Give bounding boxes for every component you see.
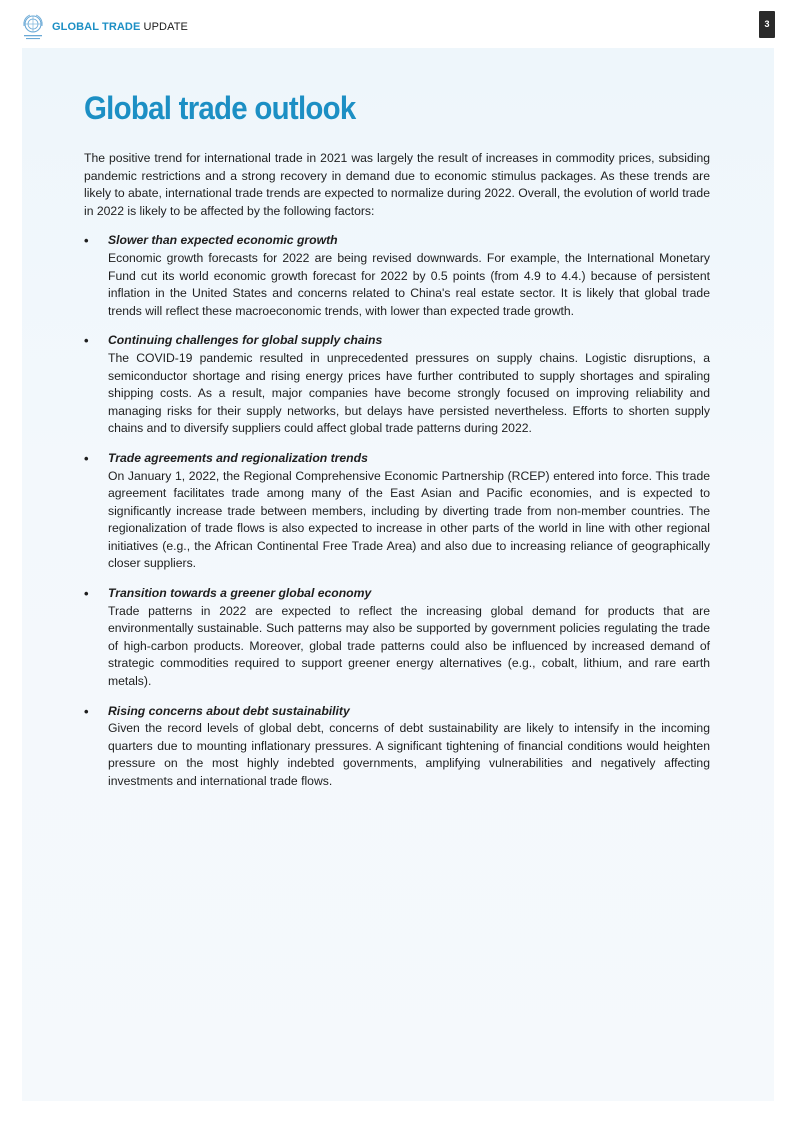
bullet-icon: • [84, 450, 89, 466]
factor-body: Economic growth forecasts for 2022 are being revised downwards. For example, the International Monetary Fund cut its world economic growth forecast for 2022 by 0.5 points (from 4.9 to 4.4.) because of persistent inflation in the United States and concerns related to China's real estate sector. It is likely that global trade trends will reflect these macroeconomic trends, with lower than expected trade growth. [108, 250, 710, 318]
factor-body: On January 1, 2022, the Regional Comprehensive Economic Partnership (RCEP) entered into force. This trade agreement facilitates trade among many of the East Asian and Pacific economies, and is expected to significantly increase trade between members, including by diverting trade from non-member countries. The regionalization of trade flows is also expected to increase in other parts of the world in line with other regional initiatives (e.g., the African Continental Free Trade Area) and also due to increasing reliance of geographically closer suppliers. [108, 468, 710, 571]
factor-heading: Rising concerns about debt sustainability [108, 703, 350, 718]
page-number: 3 [759, 11, 775, 38]
factor-body: Trade patterns in 2022 are expected to reflect the increasing global demand for products that are environmentally sustainable. Such patterns may also be supported by government policies regulating the trade of high-carbon products. Moreover, global trade patterns could also be influenced by increased demand of strategic commodities required to support greener energy alternatives (e.g., cobalt, lithium, and rare earth metals). [108, 603, 710, 689]
bullet-icon: • [84, 233, 89, 249]
bullet-icon: • [84, 703, 89, 719]
factor-heading: Slower than expected economic growth [108, 233, 338, 248]
intro-paragraph: The positive trend for international trade in 2021 was largely the result of increases in commodity prices, subsiding pandemic restrictions and a strong recovery in demand due to economic stimulus packages. As these trends are likely to abate, international trade trends are expected to normalize during 2022. Overall, the evolution of world trade in 2022 is likely to be affected by the following factors: [84, 151, 710, 218]
bullet-icon: • [84, 586, 89, 602]
factor-heading: Transition towards a greener global economy [108, 586, 372, 601]
header-title [52, 21, 188, 33]
factor-item [84, 703, 710, 791]
factor-heading: Trade agreements and regionalization trends [108, 450, 368, 465]
factor-body: The COVID-19 pandemic resulted in unprecedented pressures on supply chains. Logistic disruptions, a semiconductor shortage and rising energy prices have further contributed to supply shortages and spiraling shipping costs. As a result, major companies have become strongly focused on improving reliability and managing risks for their supply networks, but delays have persisted nevertheless. Efforts to shorten supply chains and to diversify suppliers could affect global trade patterns during 2022. [108, 350, 710, 436]
header-title-rest: UPDATE [140, 21, 188, 33]
factor-item [84, 232, 710, 320]
bullet-icon: • [84, 333, 89, 349]
article-body [84, 150, 710, 803]
page-title: Global trade outlook [84, 90, 356, 126]
factor-item [84, 450, 710, 573]
header-title-strong: GLOBAL TRADE [52, 21, 141, 33]
un-emblem-icon [21, 14, 45, 42]
factor-item [84, 585, 710, 691]
factor-heading: Continuing challenges for global supply chains [108, 333, 383, 348]
factor-body: Given the record levels of global debt, concerns of debt sustainability are likely to intensify in the incoming quarters due to mounting inflationary pressures. A significant tightening of financial conditions would heighten pressure on the most highly indebted governments, amplifying vulnerabilities and negatively affecting investments and international trade flows. [108, 721, 710, 788]
factor-item [84, 332, 710, 438]
page-header [0, 0, 793, 44]
